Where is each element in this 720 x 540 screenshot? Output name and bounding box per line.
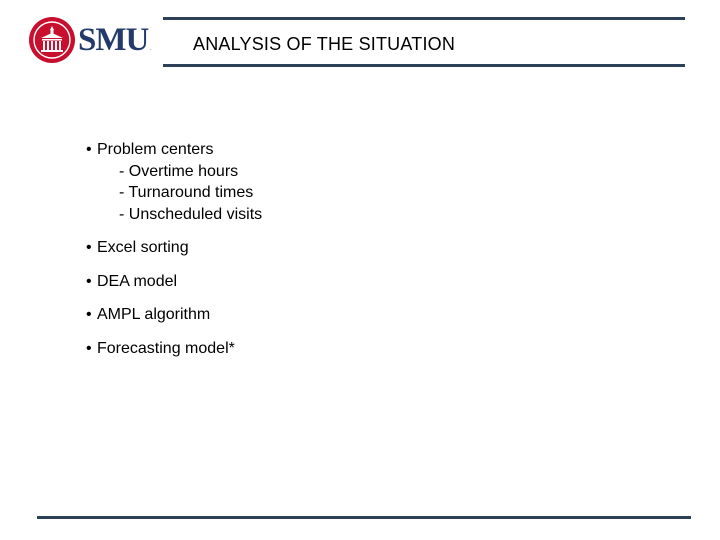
bullet-label: AMPL algorithm xyxy=(97,306,211,323)
bullet-dot: • xyxy=(86,141,92,158)
sub-item: - Unscheduled visits xyxy=(119,205,263,223)
logo-wordmark: SMU xyxy=(78,22,149,58)
bullet-label: Excel sorting xyxy=(97,239,189,256)
header-rule-top xyxy=(163,17,685,20)
footer-rule xyxy=(37,516,691,519)
bullet-label: Problem centers xyxy=(97,141,214,158)
bullet-dot: • xyxy=(86,306,92,323)
sub-item: - Turnaround times xyxy=(119,184,254,201)
logo-registered-mark: . xyxy=(150,46,152,52)
bullet-dot: • xyxy=(86,239,92,256)
smu-logo xyxy=(28,16,160,66)
bullet-dot: • xyxy=(86,272,92,290)
bullet-item xyxy=(86,304,646,326)
bullet-item xyxy=(86,237,646,259)
bullet-label: Forecasting model* xyxy=(97,339,235,357)
bullet-label: DEA model xyxy=(97,272,178,290)
bullet-dot: • xyxy=(86,339,92,357)
bullet-item xyxy=(86,271,646,293)
sub-item: - Overtime hours xyxy=(119,162,239,180)
bullet-item xyxy=(86,338,646,360)
bullet-item xyxy=(86,139,646,225)
smu-seal-icon xyxy=(28,16,76,64)
header-rule-bottom xyxy=(163,64,685,67)
slide-title: ANALYSIS OF THE SITUATION xyxy=(193,34,456,54)
bullet-list xyxy=(86,139,646,371)
